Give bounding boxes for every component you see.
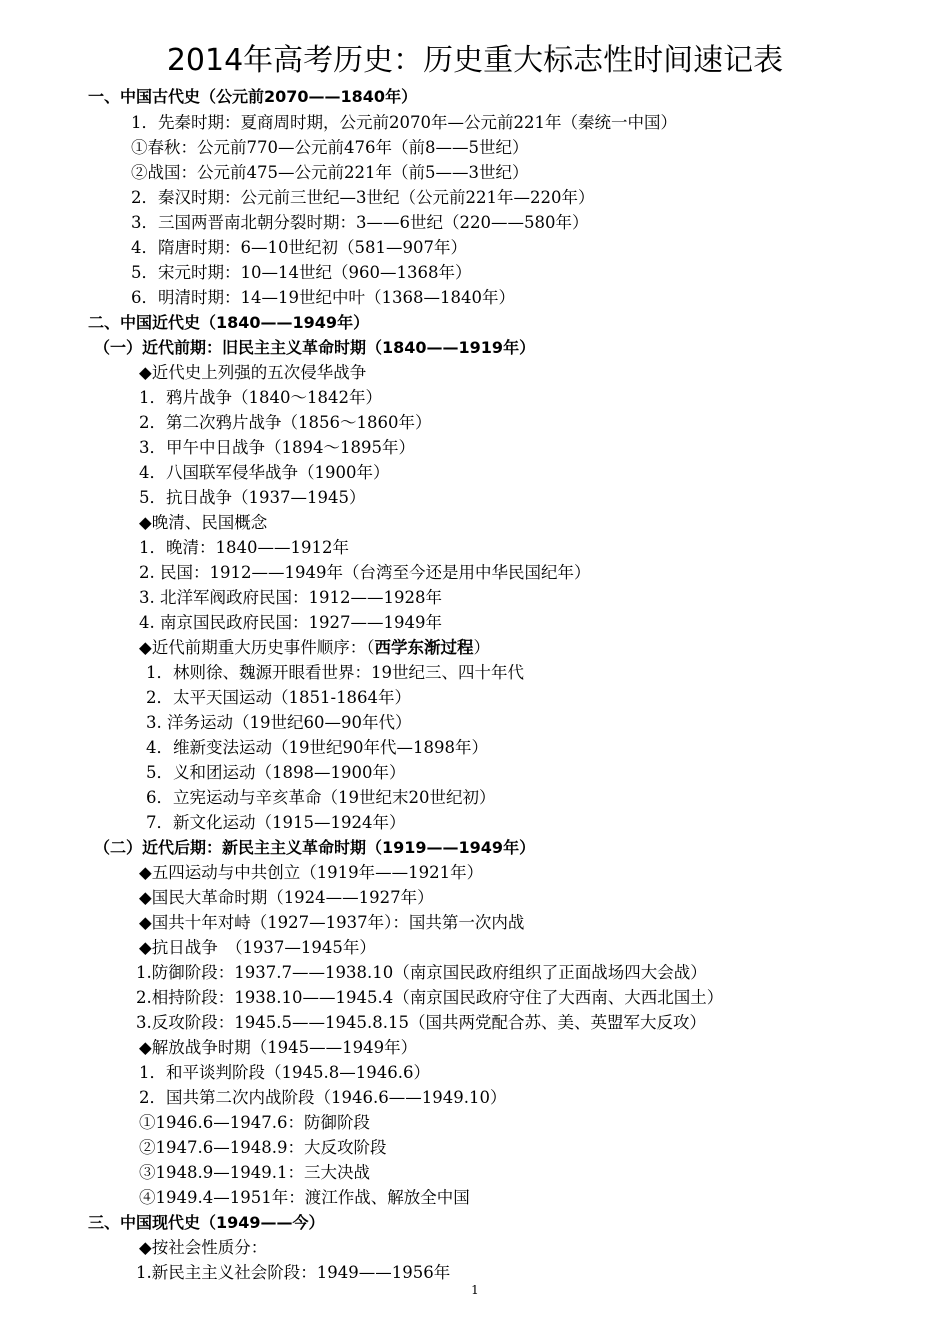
events-heading-emphasis: 西学东渐过程 xyxy=(374,638,474,657)
list-item: 1．先秦时期：夏商周时期，公元前2070年—公元前221年（秦统一中国） xyxy=(131,113,677,132)
group-heading-wars: ◆近代史上列强的五次侵华战争 xyxy=(139,363,367,382)
list-item: 3. 北洋军阀政府民国：1912——1928年 xyxy=(139,588,442,607)
section-heading-ancient: 一、中国古代史（公元前2070——1840年） xyxy=(88,87,418,106)
list-item: ③1948.9—1949.1：三大决战 xyxy=(139,1163,370,1182)
list-item: ◆按社会性质分： xyxy=(139,1238,268,1257)
list-item: 4．维新变法运动（19世纪90年代—1898年） xyxy=(146,738,488,757)
list-item: 1．晚清：1840——1912年 xyxy=(139,538,349,557)
page-title: 2014年高考历史：历史重大标志性时间速记表 xyxy=(166,43,784,78)
list-item: ②1947.6—1948.9：大反攻阶段 xyxy=(139,1138,387,1157)
list-item: 6．立宪运动与辛亥革命（19世纪末20世纪初） xyxy=(146,788,496,807)
subsection-heading-late: （二）近代后期：新民主主义革命时期（1919——1949年） xyxy=(94,838,536,857)
list-item: 2．国共第二次内战阶段（1946.6——1949.10） xyxy=(139,1088,507,1107)
list-item: ①1946.6—1947.6：防御阶段 xyxy=(139,1113,370,1132)
list-item: 1.新民主主义社会阶段：1949——1956年 xyxy=(136,1263,451,1282)
list-item: ◆国共十年对峙（1927—1937年）：国共第一次内战 xyxy=(139,913,525,932)
list-item: ④1949.4—1951年：渡江作战、解放全中国 xyxy=(139,1188,470,1207)
list-item: 1．林则徐、魏源开眼看世界：19世纪三、四十年代 xyxy=(146,663,524,682)
list-item: 3.反攻阶段：1945.5——1945.8.15（国共两党配合苏、美、英盟军大反攻） xyxy=(136,1013,706,1032)
list-item: 5．义和团运动（1898—1900年） xyxy=(146,763,406,782)
list-item: 4．八国联军侵华战争（1900年） xyxy=(139,463,390,482)
list-item: 1．和平谈判阶段（1945.8—1946.6） xyxy=(139,1063,430,1082)
events-heading-suffix: ） xyxy=(473,638,490,657)
list-item: 2．秦汉时期：公元前三世纪—3世纪（公元前221年—220年） xyxy=(131,188,595,207)
list-item: 5．抗日战争（1937—1945） xyxy=(139,488,366,507)
list-item: 2．太平天国运动（1851-1864年） xyxy=(146,688,412,707)
section-heading-contemporary: 三、中国现代史（1949——今） xyxy=(88,1213,325,1232)
group-heading-concepts: ◆晚清、民国概念 xyxy=(139,513,268,532)
list-item: 3. 洋务运动（19世纪60—90年代） xyxy=(146,713,412,732)
list-item: 5．宋元时期：10—14世纪（960—1368年） xyxy=(131,263,472,282)
group-heading-liberation: ◆解放战争时期（1945——1949年） xyxy=(139,1038,418,1057)
section-heading-modern: 二、中国近代史（1840——1949年） xyxy=(88,313,370,332)
list-item: 2. 民国：1912——1949年（台湾至今还是用中华民国纪年） xyxy=(139,563,591,582)
events-heading-prefix: ◆近代前期重大历史事件顺序：（ xyxy=(139,638,375,657)
list-item: ②战国：公元前475—公元前221年（前5——3世纪） xyxy=(131,163,529,182)
list-item: 3．甲午中日战争（1894～1895年） xyxy=(139,438,415,457)
list-item: 1．鸦片战争（1840～1842年） xyxy=(139,388,382,407)
page-number: 1 xyxy=(471,1283,479,1297)
list-item: 1.防御阶段：1937.7——1938.10（南京国民政府组织了正面战场四大会战） xyxy=(136,963,707,982)
list-item: ①春秋：公元前770—公元前476年（前8——5世纪） xyxy=(131,138,529,157)
list-item: ◆抗日战争 （1937—1945年） xyxy=(139,938,376,957)
subsection-heading-early: （一）近代前期：旧民主主义革命时期（1840——1919年） xyxy=(94,338,536,357)
group-heading-events xyxy=(139,635,490,660)
list-item: 4. 南京国民政府民国：1927——1949年 xyxy=(139,613,442,632)
list-item: 7．新文化运动（1915—1924年） xyxy=(146,813,406,832)
list-item: 2．第二次鸦片战争（1856～1860年） xyxy=(139,413,432,432)
list-item: ◆五四运动与中共创立（1919年——1921年） xyxy=(139,863,484,882)
list-item: ◆国民大革命时期（1924——1927年） xyxy=(139,888,434,907)
list-item: 3．三国两晋南北朝分裂时期：3——6世纪（220——580年） xyxy=(131,213,589,232)
list-item: 2.相持阶段：1938.10——1945.4（南京国民政府守住了大西南、大西北国土） xyxy=(136,988,724,1007)
list-item: 4．隋唐时期：6—10世纪初（581—907年） xyxy=(131,238,467,257)
list-item: 6．明清时期：14—19世纪中叶（1368—1840年） xyxy=(131,288,515,307)
